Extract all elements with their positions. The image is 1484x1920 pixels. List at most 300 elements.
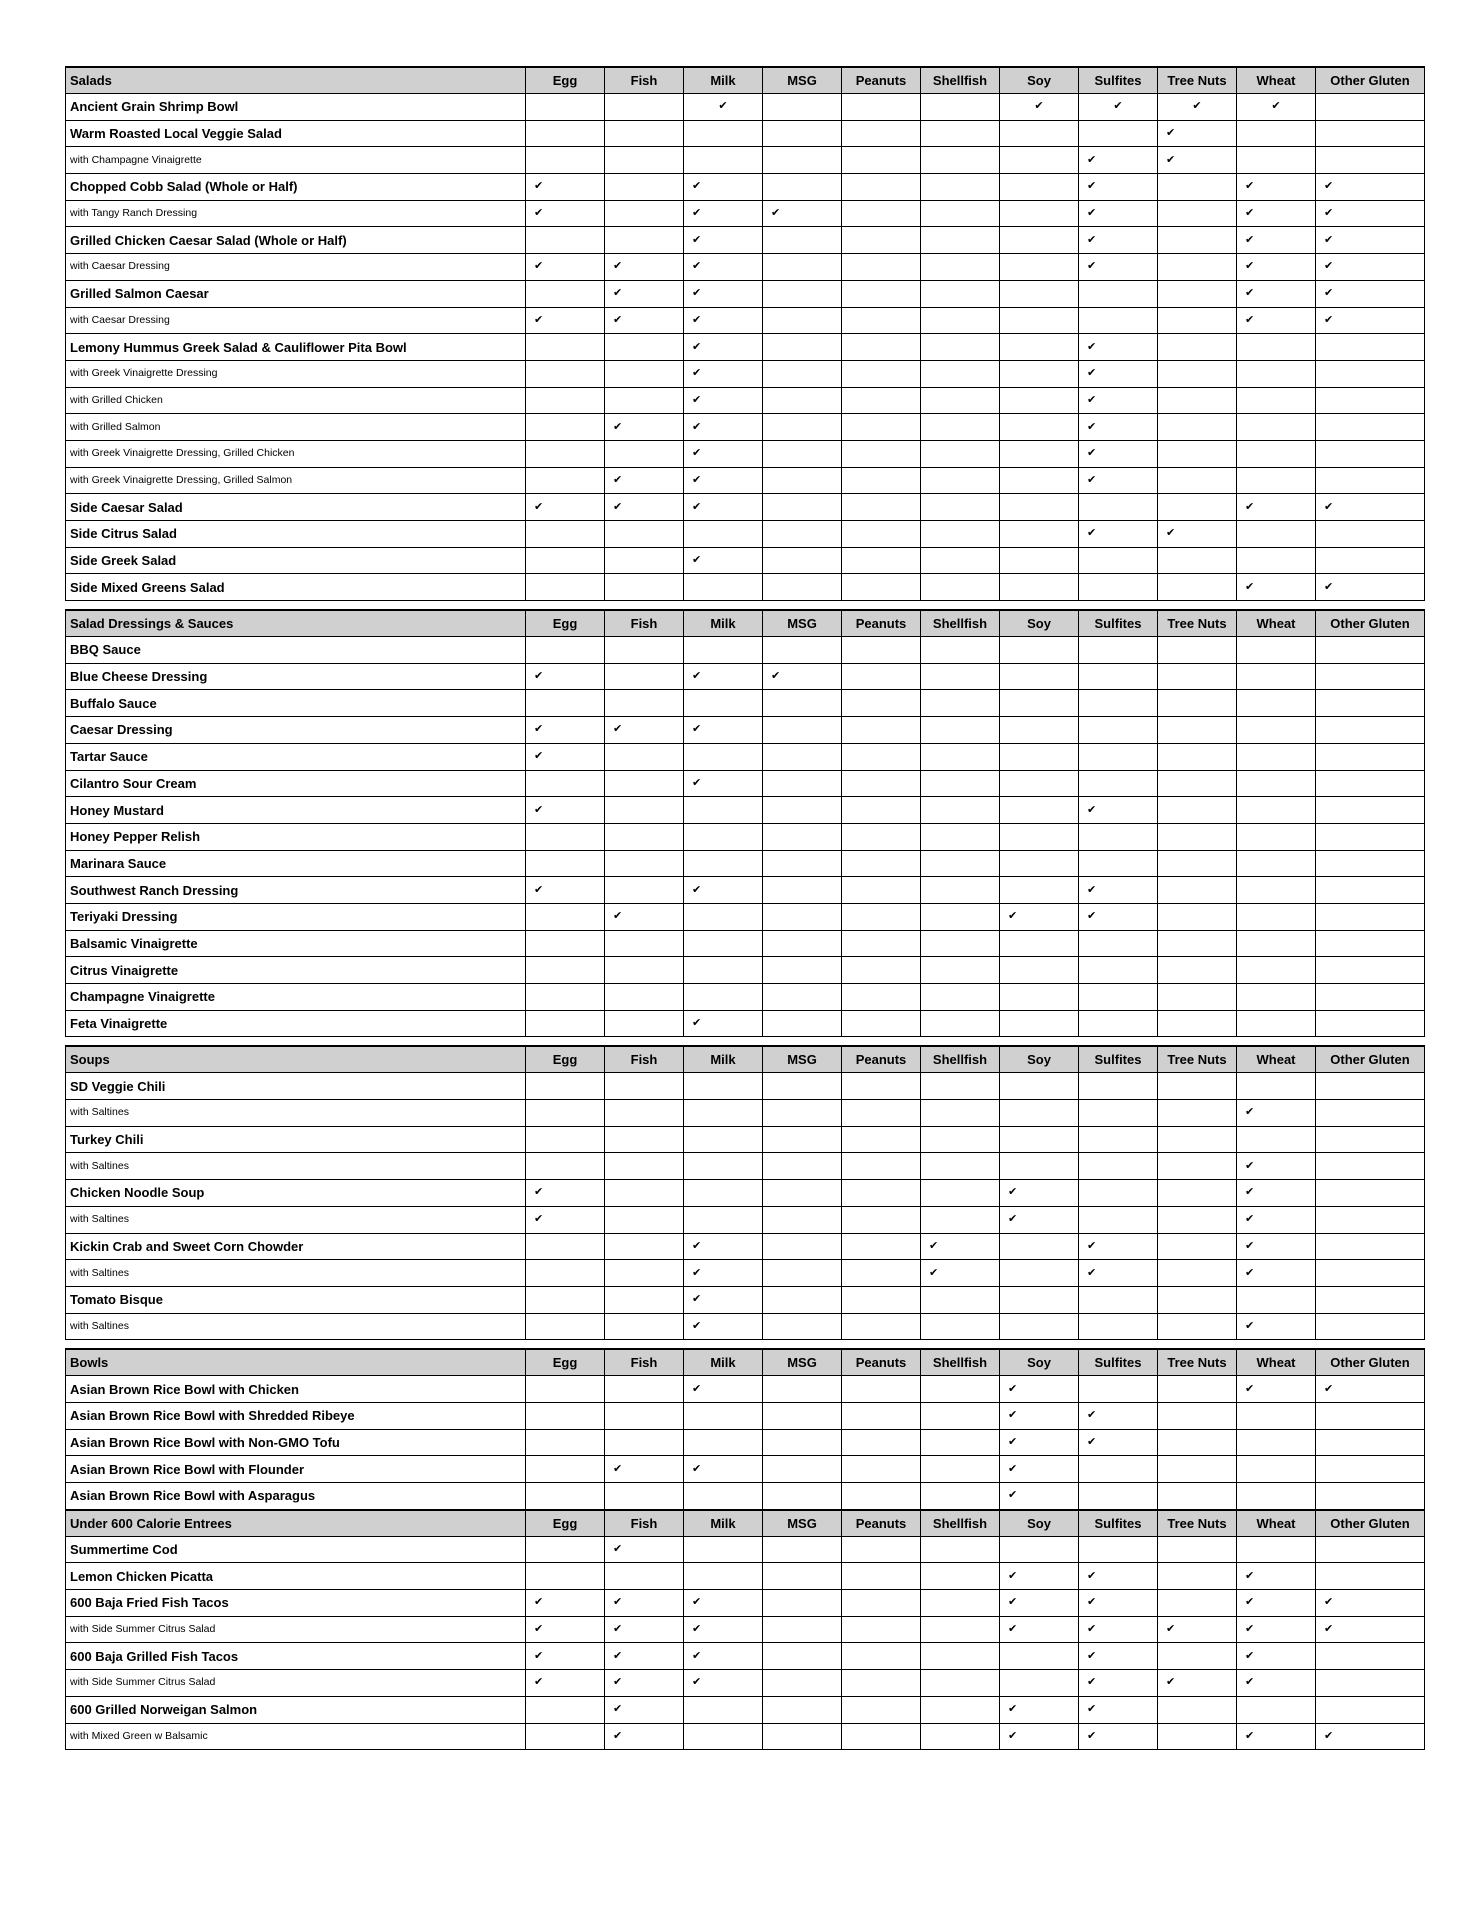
empty-cell [684,930,763,957]
empty-cell [763,877,842,904]
empty-cell [526,1696,605,1723]
check-icon: ✔ [1079,1233,1158,1260]
empty-cell [1316,1643,1425,1670]
empty-cell [1158,1402,1237,1429]
column-header-other-gluten: Other Gluten [1316,610,1425,637]
empty-cell [684,903,763,930]
check-icon: ✔ [1237,254,1316,281]
empty-cell [842,957,921,984]
empty-cell [526,227,605,254]
column-header-msg: MSG [763,1349,842,1376]
check-icon: ✔ [605,1723,684,1750]
section-header-bowls [66,1349,1425,1376]
table-row [66,1723,1425,1750]
column-header-shellfish: Shellfish [921,610,1000,637]
column-header-fish: Fish [605,1349,684,1376]
empty-cell [1000,467,1079,494]
check-icon: ✔ [684,94,763,121]
empty-cell [763,903,842,930]
item-variant-name: with Greek Vinaigrette Dressing, Grilled Salmon [66,467,526,494]
empty-cell [1079,823,1158,850]
empty-cell [921,1643,1000,1670]
empty-cell [1316,930,1425,957]
empty-cell [1158,1260,1237,1287]
section-spacer-cell [66,1340,1425,1350]
check-icon: ✔ [684,717,763,744]
check-icon: ✔ [605,280,684,307]
check-icon: ✔ [1079,1563,1158,1590]
item-name: Side Caesar Salad [66,494,526,521]
table-row [66,1126,1425,1153]
empty-cell [842,174,921,201]
check-icon: ✔ [1316,280,1425,307]
section-spacer-cell [66,1037,1425,1047]
empty-cell [842,930,921,957]
empty-cell [1237,1126,1316,1153]
empty-cell [842,850,921,877]
check-icon: ✔ [684,414,763,441]
check-icon: ✔ [1237,280,1316,307]
table-row [66,414,1425,441]
empty-cell [1000,440,1079,467]
empty-cell [1000,414,1079,441]
table-row [66,1536,1425,1563]
empty-cell [1158,1233,1237,1260]
item-name: Turkey Chili [66,1126,526,1153]
empty-cell [526,574,605,601]
empty-cell [763,1313,842,1340]
empty-cell [1079,1153,1158,1180]
empty-cell [684,957,763,984]
empty-cell [763,307,842,334]
check-icon: ✔ [1237,1670,1316,1697]
empty-cell [921,521,1000,548]
empty-cell [605,440,684,467]
empty-cell [1079,574,1158,601]
item-name: Kickin Crab and Sweet Corn Chowder [66,1233,526,1260]
check-icon: ✔ [921,1233,1000,1260]
empty-cell [763,1180,842,1207]
item-name: Asian Brown Rice Bowl with Chicken [66,1376,526,1403]
column-header-peanuts: Peanuts [842,1349,921,1376]
empty-cell [763,850,842,877]
column-header-fish: Fish [605,1510,684,1537]
empty-cell [526,1286,605,1313]
empty-cell [763,387,842,414]
empty-cell [1237,637,1316,664]
empty-cell [526,94,605,121]
empty-cell [763,984,842,1011]
column-header-wheat: Wheat [1237,67,1316,94]
empty-cell [763,1376,842,1403]
empty-cell [684,1429,763,1456]
empty-cell [1158,1723,1237,1750]
empty-cell [1316,1696,1425,1723]
empty-cell [842,770,921,797]
check-icon: ✔ [526,174,605,201]
table-row [66,1643,1425,1670]
check-icon: ✔ [684,1286,763,1313]
empty-cell [1316,120,1425,147]
empty-cell [1237,903,1316,930]
column-header-milk: Milk [684,1046,763,1073]
empty-cell [842,984,921,1011]
empty-cell [921,147,1000,174]
empty-cell [605,930,684,957]
check-icon: ✔ [1079,877,1158,904]
empty-cell [526,930,605,957]
empty-cell [1237,1456,1316,1483]
item-name: Marinara Sauce [66,850,526,877]
empty-cell [1000,957,1079,984]
empty-cell [842,797,921,824]
empty-cell [921,174,1000,201]
empty-cell [1316,637,1425,664]
item-variant-name: with Side Summer Citrus Salad [66,1670,526,1697]
empty-cell [605,770,684,797]
check-icon: ✔ [1079,1429,1158,1456]
empty-cell [1316,797,1425,824]
empty-cell [842,494,921,521]
check-icon: ✔ [1000,1376,1079,1403]
empty-cell [605,984,684,1011]
item-name: Lemon Chicken Picatta [66,1563,526,1590]
check-icon: ✔ [1237,1153,1316,1180]
empty-cell [684,1723,763,1750]
empty-cell [1316,521,1425,548]
check-icon: ✔ [1158,1670,1237,1697]
check-icon: ✔ [526,1206,605,1233]
empty-cell [763,254,842,281]
empty-cell [1079,1010,1158,1037]
check-icon: ✔ [1079,200,1158,227]
empty-cell [763,743,842,770]
section-title: Salad Dressings & Sauces [66,610,526,637]
empty-cell [763,360,842,387]
check-icon: ✔ [605,1643,684,1670]
table-row [66,1670,1425,1697]
empty-cell [1000,1536,1079,1563]
empty-cell [763,1456,842,1483]
empty-cell [1316,1010,1425,1037]
empty-cell [921,120,1000,147]
empty-cell [1158,957,1237,984]
check-icon: ✔ [684,1376,763,1403]
empty-cell [921,637,1000,664]
check-icon: ✔ [1316,1590,1425,1617]
empty-cell [1000,877,1079,904]
empty-cell [1000,743,1079,770]
empty-cell [921,1126,1000,1153]
empty-cell [1158,797,1237,824]
empty-cell [1000,360,1079,387]
empty-cell [526,120,605,147]
empty-cell [605,957,684,984]
empty-cell [1158,547,1237,574]
empty-cell [921,254,1000,281]
empty-cell [921,467,1000,494]
check-icon: ✔ [605,1616,684,1643]
empty-cell [1000,690,1079,717]
check-icon: ✔ [1316,174,1425,201]
empty-cell [1316,1153,1425,1180]
empty-cell [921,823,1000,850]
empty-cell [921,903,1000,930]
empty-cell [1079,637,1158,664]
empty-cell [842,440,921,467]
empty-cell [1237,360,1316,387]
empty-cell [842,823,921,850]
empty-cell [1237,823,1316,850]
empty-cell [1316,717,1425,744]
empty-cell [526,1153,605,1180]
empty-cell [763,1260,842,1287]
empty-cell [921,200,1000,227]
table-row [66,1456,1425,1483]
column-header-other-gluten: Other Gluten [1316,1510,1425,1537]
empty-cell [1000,200,1079,227]
empty-cell [1316,1100,1425,1127]
empty-cell [842,1723,921,1750]
empty-cell [1158,200,1237,227]
table-row [66,440,1425,467]
table-row [66,770,1425,797]
empty-cell [1237,1483,1316,1510]
empty-cell [763,1670,842,1697]
empty-cell [763,494,842,521]
item-name: Champagne Vinaigrette [66,984,526,1011]
empty-cell [526,1376,605,1403]
empty-cell [1316,770,1425,797]
empty-cell [921,1616,1000,1643]
empty-cell [1316,1402,1425,1429]
empty-cell [1000,307,1079,334]
empty-cell [526,280,605,307]
empty-cell [1000,1233,1079,1260]
table-row [66,574,1425,601]
empty-cell [842,574,921,601]
empty-cell [605,637,684,664]
empty-cell [1158,387,1237,414]
empty-cell [684,1153,763,1180]
empty-cell [921,690,1000,717]
empty-cell [842,903,921,930]
empty-cell [684,850,763,877]
table-row [66,280,1425,307]
empty-cell [921,1563,1000,1590]
item-name: Summertime Cod [66,1536,526,1563]
empty-cell [842,1010,921,1037]
item-name: Lemony Hummus Greek Salad & Cauliflower Pita Bowl [66,334,526,361]
empty-cell [842,637,921,664]
empty-cell [842,1696,921,1723]
empty-cell [1000,797,1079,824]
empty-cell [526,1563,605,1590]
empty-cell [921,1100,1000,1127]
empty-cell [1237,797,1316,824]
empty-cell [921,1206,1000,1233]
empty-cell [842,1616,921,1643]
empty-cell [1158,1429,1237,1456]
item-variant-name: with Mixed Green w Balsamic [66,1723,526,1750]
table-row [66,147,1425,174]
empty-cell [1316,903,1425,930]
empty-cell [1158,1206,1237,1233]
item-name: Blue Cheese Dressing [66,663,526,690]
table-row [66,797,1425,824]
empty-cell [1079,494,1158,521]
table-row [66,877,1425,904]
empty-cell [921,1536,1000,1563]
empty-cell [684,1100,763,1127]
empty-cell [842,1206,921,1233]
column-header-wheat: Wheat [1237,610,1316,637]
column-header-msg: MSG [763,610,842,637]
empty-cell [921,1696,1000,1723]
empty-cell [684,1483,763,1510]
empty-cell [526,957,605,984]
table-row [66,547,1425,574]
empty-cell [763,574,842,601]
check-icon: ✔ [526,877,605,904]
table-row [66,307,1425,334]
column-header-egg: Egg [526,67,605,94]
check-icon: ✔ [605,1536,684,1563]
item-name: BBQ Sauce [66,637,526,664]
check-icon: ✔ [1237,1313,1316,1340]
check-icon: ✔ [526,200,605,227]
empty-cell [1000,1126,1079,1153]
empty-cell [1000,547,1079,574]
empty-cell [1079,743,1158,770]
check-icon: ✔ [684,254,763,281]
empty-cell [763,227,842,254]
empty-cell [1158,1100,1237,1127]
table-row [66,1563,1425,1590]
empty-cell [1316,1313,1425,1340]
empty-cell [526,984,605,1011]
empty-cell [1316,823,1425,850]
check-icon: ✔ [1237,494,1316,521]
check-icon: ✔ [684,200,763,227]
empty-cell [605,877,684,904]
empty-cell [605,823,684,850]
empty-cell [921,984,1000,1011]
check-icon: ✔ [1237,574,1316,601]
check-icon: ✔ [1079,174,1158,201]
empty-cell [842,1590,921,1617]
empty-cell [1158,1536,1237,1563]
item-name: Citrus Vinaigrette [66,957,526,984]
empty-cell [1158,1376,1237,1403]
empty-cell [921,1180,1000,1207]
empty-cell [1158,574,1237,601]
check-icon: ✔ [1237,1643,1316,1670]
empty-cell [763,120,842,147]
check-icon: ✔ [605,1456,684,1483]
empty-cell [842,1670,921,1697]
check-icon: ✔ [1158,120,1237,147]
empty-cell [605,1376,684,1403]
section-spacer-cell [66,601,1425,611]
table-row [66,1313,1425,1340]
check-icon: ✔ [1158,1616,1237,1643]
empty-cell [763,957,842,984]
empty-cell [842,1429,921,1456]
empty-cell [526,1723,605,1750]
check-icon: ✔ [605,467,684,494]
column-header-shellfish: Shellfish [921,1510,1000,1537]
empty-cell [1158,1180,1237,1207]
empty-cell [526,440,605,467]
empty-cell [605,1233,684,1260]
empty-cell [763,1206,842,1233]
check-icon: ✔ [684,1010,763,1037]
column-header-fish: Fish [605,67,684,94]
empty-cell [1158,360,1237,387]
empty-cell [684,1073,763,1100]
section-title: Under 600 Calorie Entrees [66,1510,526,1537]
empty-cell [684,637,763,664]
table-row [66,1696,1425,1723]
item-name: Side Greek Salad [66,547,526,574]
empty-cell [1316,1670,1425,1697]
empty-cell [1079,984,1158,1011]
empty-cell [1158,1643,1237,1670]
empty-cell [526,414,605,441]
table-row [66,1260,1425,1287]
check-icon: ✔ [684,440,763,467]
empty-cell [1316,1206,1425,1233]
check-icon: ✔ [1316,494,1425,521]
check-icon: ✔ [605,1670,684,1697]
item-name: Caesar Dressing [66,717,526,744]
item-variant-name: with Saltines [66,1206,526,1233]
check-icon: ✔ [1079,227,1158,254]
empty-cell [605,850,684,877]
empty-cell [842,1483,921,1510]
empty-cell [1000,174,1079,201]
empty-cell [921,1723,1000,1750]
check-icon: ✔ [1079,1723,1158,1750]
column-header-milk: Milk [684,67,763,94]
empty-cell [1316,1233,1425,1260]
empty-cell [921,1402,1000,1429]
empty-cell [921,414,1000,441]
item-name: Honey Mustard [66,797,526,824]
check-icon: ✔ [526,1616,605,1643]
column-header-peanuts: Peanuts [842,610,921,637]
column-header-soy: Soy [1000,1046,1079,1073]
empty-cell [763,1590,842,1617]
column-header-fish: Fish [605,610,684,637]
empty-cell [605,1286,684,1313]
item-variant-name: with Greek Vinaigrette Dressing [66,360,526,387]
check-icon: ✔ [1079,440,1158,467]
check-icon: ✔ [684,494,763,521]
empty-cell [1000,227,1079,254]
empty-cell [842,1260,921,1287]
check-icon: ✔ [1237,227,1316,254]
empty-cell [526,1456,605,1483]
empty-cell [526,387,605,414]
column-header-fish: Fish [605,1046,684,1073]
check-icon: ✔ [684,334,763,361]
check-icon: ✔ [1079,1616,1158,1643]
column-header-other-gluten: Other Gluten [1316,1046,1425,1073]
check-icon: ✔ [1158,147,1237,174]
empty-cell [842,663,921,690]
